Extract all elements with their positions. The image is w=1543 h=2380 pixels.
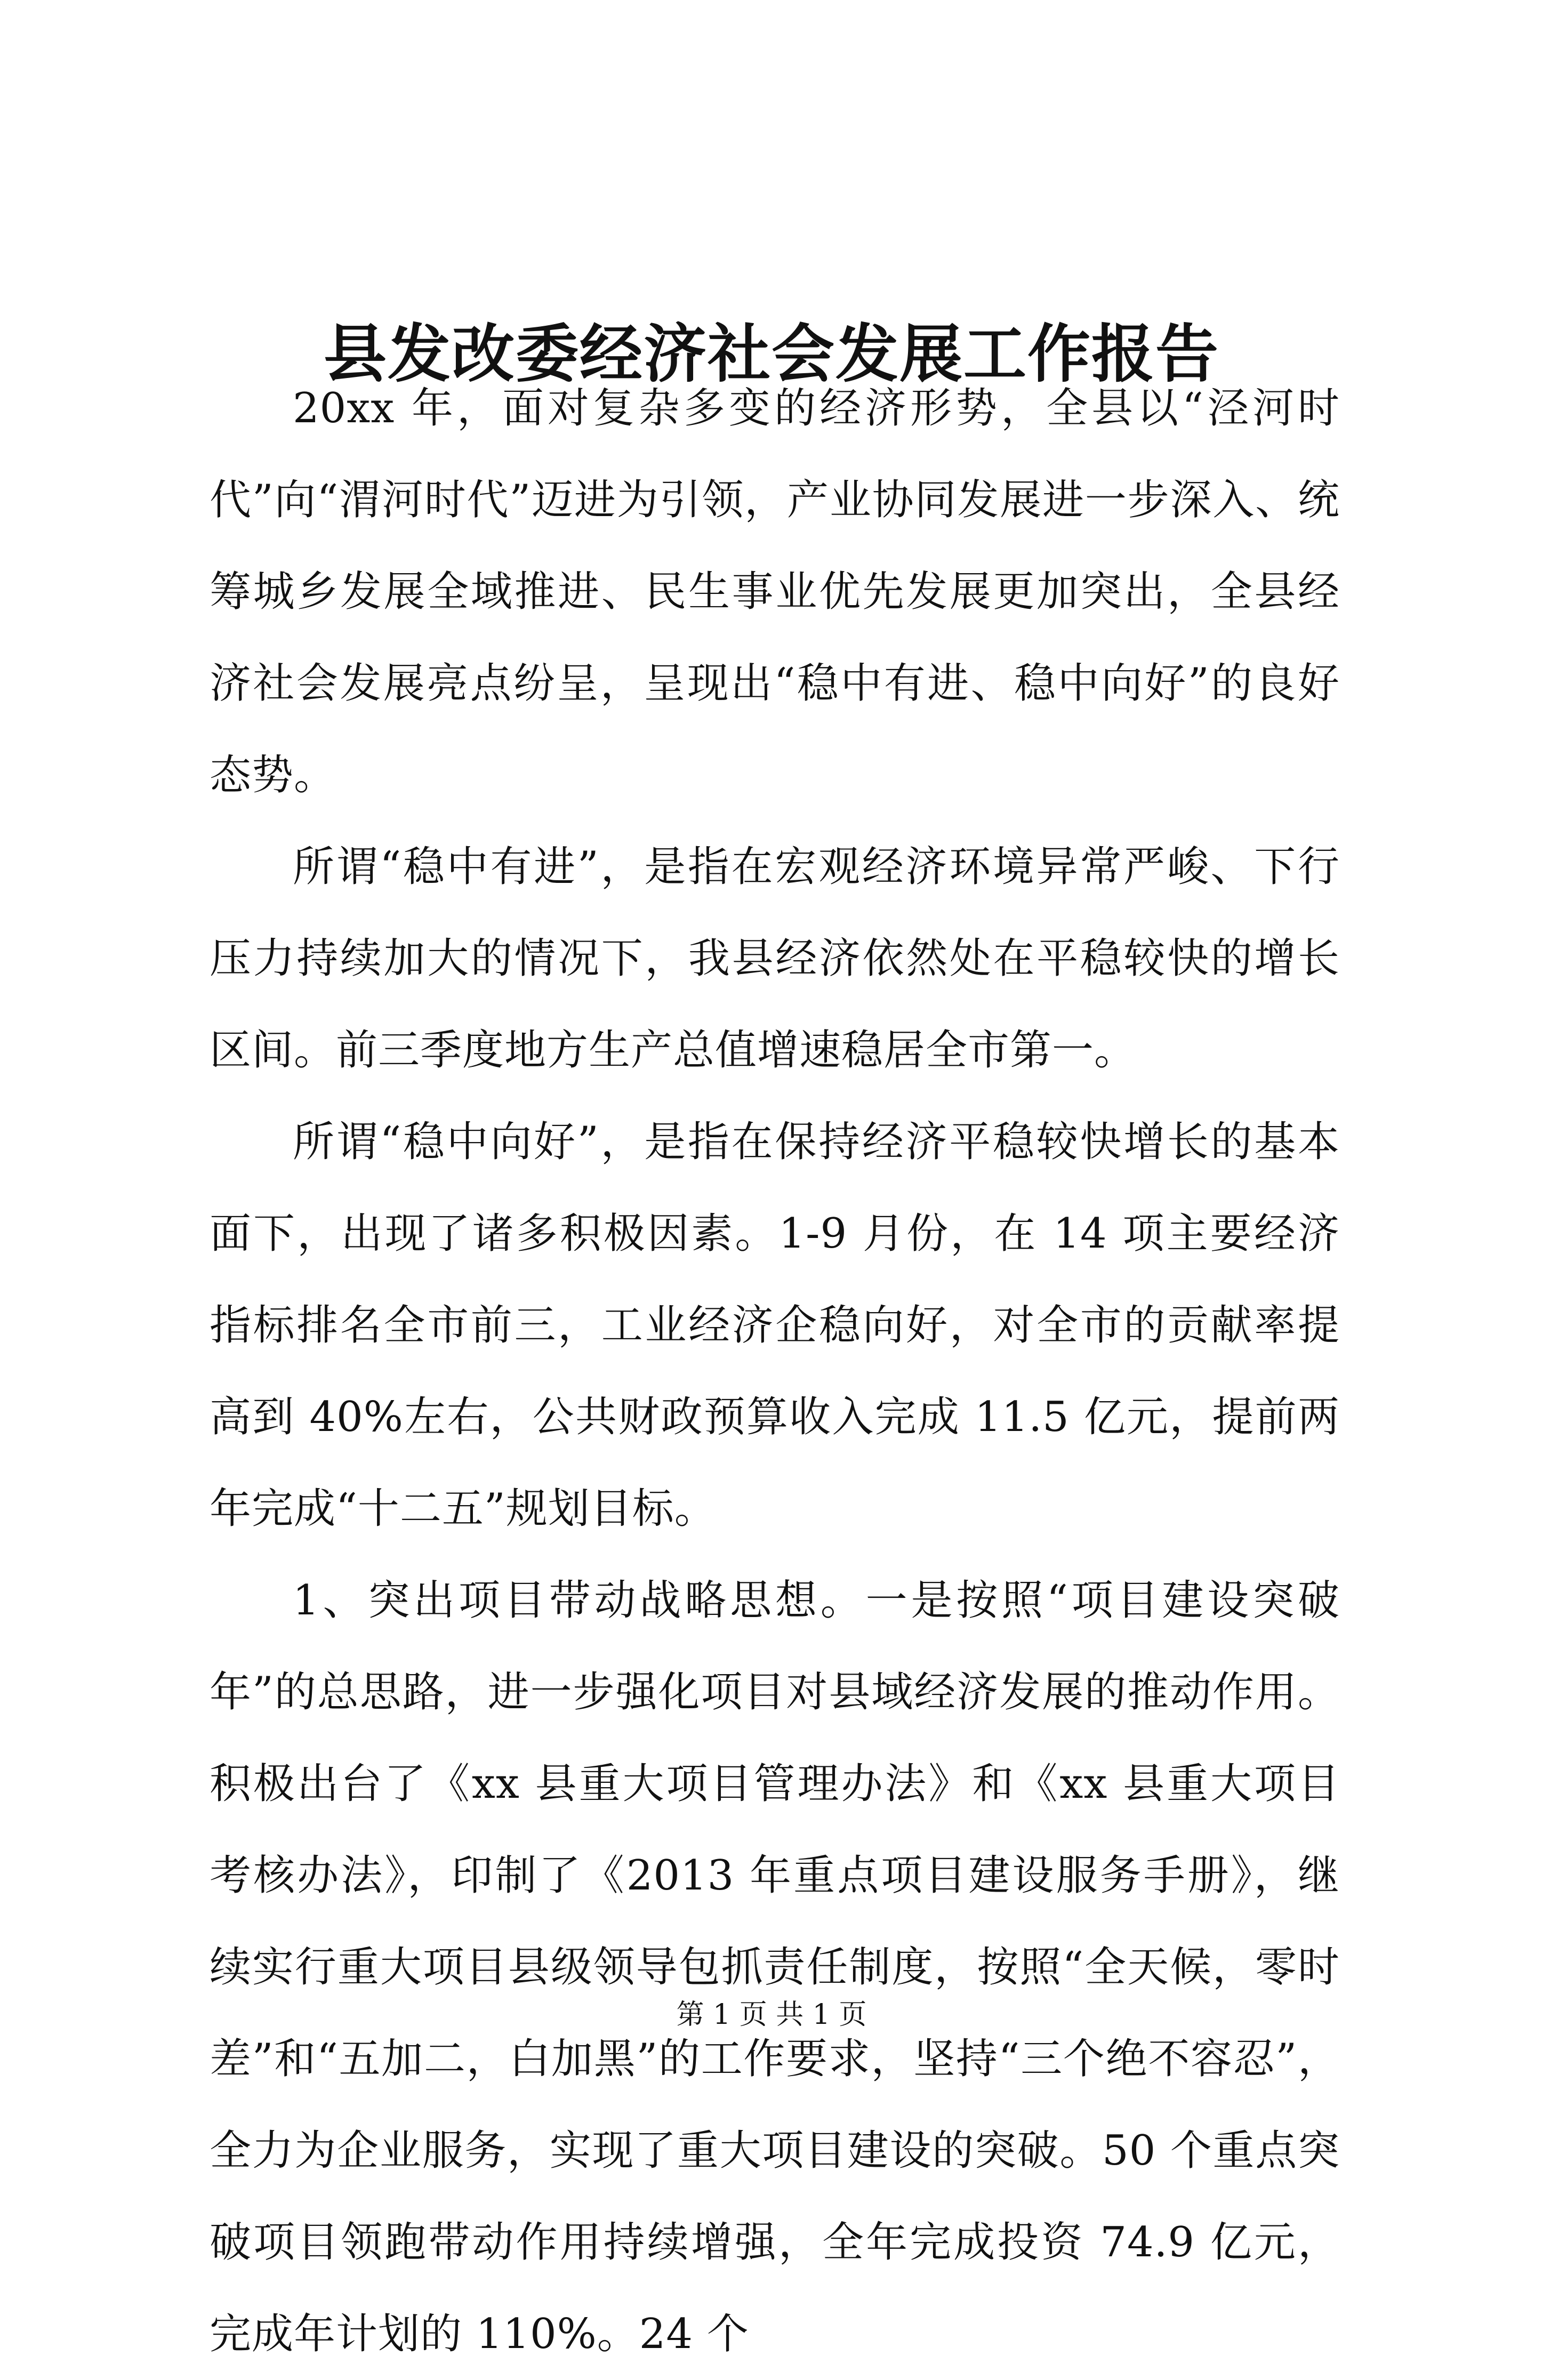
paragraph-3: 所谓“稳中向好”，是指在保持经济平稳较快增长的基本面下，出现了诸多积极因素。1-9 月份，在 14 项主要经济指标排名全市前三，工业经济企稳向好，对全市的贡献率提高到 40%左右，公共财政预算收入完成 11.5 亿元，提前两年完成“十二五”规划目标。	[210, 1118, 1340, 1533]
document-title: 县发改委经济社会发展工作报告	[323, 317, 1219, 391]
page-footer: 第 1 页 共 1 页	[676, 1999, 867, 2031]
paragraph-4: 1、突出项目带动战略思想。一是按照“项目建设突破年”的总思路，进一步强化项目对县域经济发展的推动作用。积极出台了《xx 县重大项目管理办法》和《xx 县重大项目考核办法》，印制了《2013 年重点项目建设服务手册》，继续实行重大项目县级领导包抓责任制度，按照“全天候，零时差”和“五加二，白加黑”的工作要求，坚持“三个绝不容忍”，全力为企业服务，实现了重大项目建设的突破。50 个重点突破项目领跑带动作用持续增强，全年完成投资 74.9 亿元，完成年计划的 110%。24 个	[210, 1577, 1340, 2358]
paragraph-1: 20xx 年，面对复杂多变的经济形势，全县以“泾河时代”向“渭河时代”迈进为引领，产业协同发展进一步深入、统筹城乡发展全域推进、民生事业优先发展更加突出，全县经济社会发展亮点纷呈，呈现出“稳中有进、稳中向好”的良好态势。	[210, 384, 1340, 799]
document-body	[210, 363, 1340, 2380]
paragraph-2: 所谓“稳中有进”，是指在宏观经济环境异常严峻、下行压力持续加大的情况下，我县经济依然处在平稳较快的增长区间。前三季度地方生产总值增速稳居全市第一。	[210, 843, 1340, 1074]
